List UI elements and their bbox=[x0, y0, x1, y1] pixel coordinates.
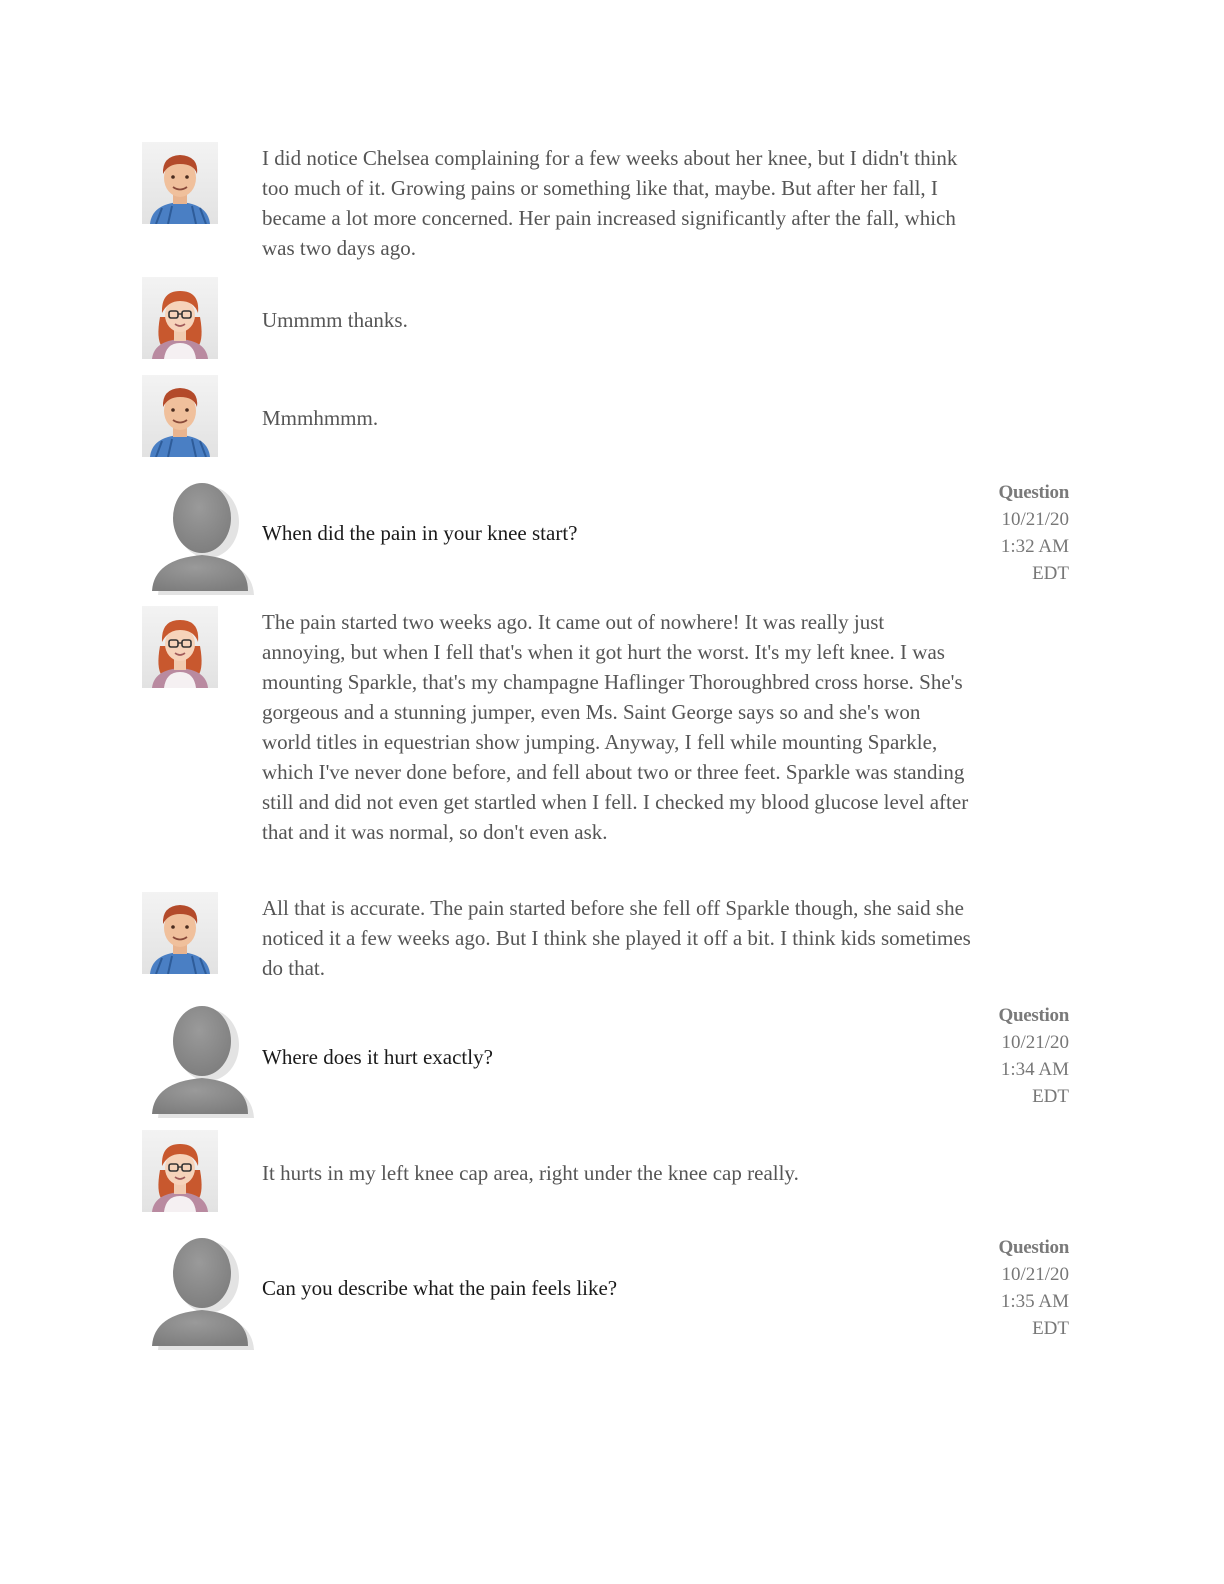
male-avatar-icon bbox=[142, 142, 218, 224]
girl-avatar-icon bbox=[142, 606, 218, 688]
question-meta bbox=[999, 1002, 1069, 1110]
user-silhouette-icon bbox=[148, 1232, 260, 1350]
question-timezone: EDT bbox=[1032, 563, 1069, 584]
question-meta bbox=[999, 479, 1069, 587]
question-date: 10/21/20 bbox=[1001, 1264, 1069, 1285]
question-meta bbox=[999, 1234, 1069, 1342]
user-silhouette-icon bbox=[148, 477, 260, 595]
message-text: The pain started two weeks ago. It came out of nowhere! It was really just annoying, but when I fell that's when it got hurt the worst. It's my left knee. I was mounting Sparkle, that's my champagne Haflinger Thoroughbred cross horse. She's gorgeous and a stunning jumper, even Ms. Saint George says so and she's won world titles in equestrian show jumping. Anyway, I fell while mounting Sparkle, which I've never done before, and fell about two or three feet. Sparkle was standing still and did not even get startled when I fell. I checked my blood glucose level after that and it was normal, so don't even ask. bbox=[262, 610, 969, 844]
question-date: 10/21/20 bbox=[1001, 1032, 1069, 1053]
question-text: Can you describe what the pain feels like? bbox=[262, 1276, 618, 1300]
question-time: 1:35 AM bbox=[1000, 1291, 1069, 1312]
question-text: Where does it hurt exactly? bbox=[262, 1045, 493, 1069]
girl-avatar-icon bbox=[142, 1130, 218, 1212]
message-text: All that is accurate. The pain started before she fell off Sparkle though, she said she noticed it a few weeks ago. But I think she played it off a bit. I think kids sometimes do that. bbox=[262, 896, 971, 980]
user-silhouette-icon bbox=[148, 1000, 260, 1118]
question-timezone: EDT bbox=[1032, 1086, 1069, 1107]
girl-avatar-icon bbox=[142, 277, 218, 359]
message-text: Ummmm thanks. bbox=[262, 308, 408, 332]
male-avatar-icon bbox=[142, 892, 218, 974]
question-text: When did the pain in your knee start? bbox=[262, 521, 578, 545]
message-text: I did notice Chelsea complaining for a few weeks about her knee, but I didn't think too much of it. Growing pains or something like that, maybe. But after her fall, I became a lot more concerned. Her pain increased significantly after the fall, which was two days ago. bbox=[262, 146, 958, 260]
question-label: Question bbox=[998, 1237, 1069, 1258]
question-timezone: EDT bbox=[1032, 1318, 1069, 1339]
question-time: 1:34 AM bbox=[1000, 1059, 1069, 1080]
question-label: Question bbox=[998, 482, 1069, 503]
male-avatar-icon bbox=[142, 375, 218, 457]
message-text: Mmmhmmm. bbox=[262, 406, 379, 430]
message-text: It hurts in my left knee cap area, right under the knee cap really. bbox=[262, 1161, 799, 1185]
question-time: 1:32 AM bbox=[1000, 536, 1069, 557]
question-label: Question bbox=[998, 1005, 1069, 1026]
question-date: 10/21/20 bbox=[1001, 509, 1069, 530]
